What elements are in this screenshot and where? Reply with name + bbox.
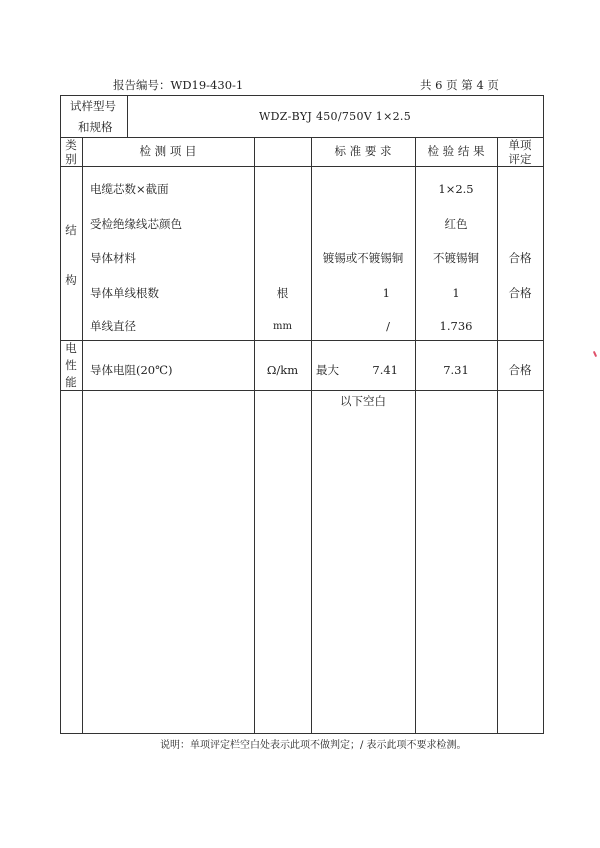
test-item: 导体电阻(20℃): [90, 363, 173, 377]
table-rule: [497, 137, 498, 733]
header-category: 别: [65, 152, 77, 166]
test-item: 导体材料: [90, 251, 136, 265]
red-ink-mark: [593, 351, 597, 357]
test-standard: 镀锡或不镀锡铜: [322, 251, 404, 265]
test-evaluation: 合格: [508, 286, 532, 300]
sample-label: 和规格: [78, 120, 113, 134]
test-standard-prefix: 最大: [316, 363, 339, 377]
table-rule: [60, 137, 543, 138]
test-evaluation: 合格: [508, 251, 532, 265]
test-item: 单线直径: [90, 319, 136, 333]
test-item: 电缆芯数×截面: [90, 182, 169, 196]
section-category-char: 能: [65, 375, 77, 389]
header-result: 检 验 结 果: [427, 144, 485, 158]
section-category-char: 构: [65, 273, 77, 287]
test-result: 1.736: [439, 319, 473, 333]
test-item: 受检绝缘线芯颜色: [90, 217, 182, 231]
table-rule: [311, 137, 312, 733]
test-result: 不镀锡铜: [433, 251, 479, 265]
test-result: 7.31: [443, 363, 469, 377]
test-standard: /: [386, 319, 390, 333]
test-item: 导体单线根数: [90, 286, 159, 300]
test-result: 1×2.5: [438, 182, 474, 196]
test-standard: 1: [382, 286, 390, 300]
section-category-char: 性: [65, 358, 77, 372]
test-standard: 7.41: [372, 363, 398, 377]
report-number: 报告编号：WD19-430-1: [113, 78, 244, 92]
test-result: 1: [452, 286, 460, 300]
table-rule: [60, 166, 543, 167]
header-test-item: 检 测 项 目: [139, 144, 197, 158]
header-evaluation: 评定: [508, 152, 532, 166]
page-info: 共 6 页 第 4 页: [420, 78, 499, 92]
test-unit: 根: [276, 286, 289, 300]
test-result: 红色: [444, 217, 468, 231]
sample-label: 试样型号: [70, 99, 116, 113]
section-category-char: 电: [65, 341, 77, 355]
header-evaluation: 单项: [508, 138, 532, 152]
header-standard: 标 准 要 求: [334, 144, 392, 158]
sample-model-value: WDZ-BYJ 450/750V 1×2.5: [259, 110, 411, 123]
table-rule: [82, 137, 83, 733]
table-rule: [60, 390, 543, 391]
blank-note: 以下空白: [340, 394, 386, 408]
header-category: 类: [65, 138, 77, 152]
table-rule: [60, 340, 543, 341]
test-unit: Ω/km: [266, 363, 299, 377]
table-rule: [254, 137, 255, 733]
section-category-char: 结: [65, 223, 77, 237]
footer-note: 说明：单项评定栏空白处表示此项不做判定；/ 表示此项不要求检测。: [160, 740, 467, 751]
test-unit: mm: [273, 321, 292, 332]
test-evaluation: 合格: [508, 363, 532, 377]
